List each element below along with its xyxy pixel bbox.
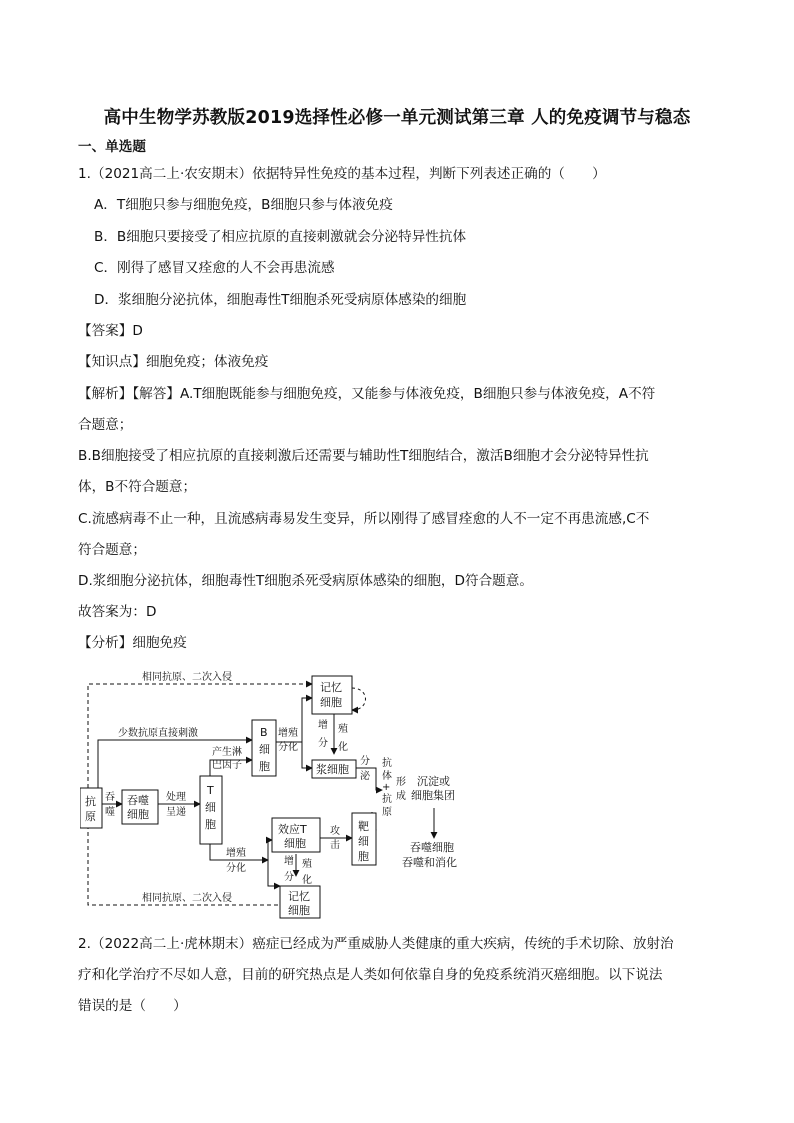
prolif-mem1-label-3: 分 <box>318 738 328 749</box>
question-1-answer: 【答案】D <box>78 323 143 339</box>
prolif-t-label-1: 增殖 <box>226 848 246 859</box>
prolif-mem2-label-1: 增 <box>284 856 294 867</box>
engulf-label-2: 噬 <box>105 807 115 818</box>
analysis-line-1: 【解析】【解答】A.T细胞既能参与细胞免疫，又能参与体液免疫，B细胞只参与体液免疫，A不符 <box>78 386 656 402</box>
analysis-line-7: D.浆细胞分泌抗体，细胞毒性T细胞杀死受病原体感染的细胞，D符合题意。 <box>78 573 533 589</box>
prolif-b-label-2: 分化 <box>278 742 298 753</box>
question-2-stem-line-1: 2.（2022高二上·虎林期末）癌症已经成为严重威胁人类健康的重大疾病，传统的手术切除、放射治 <box>78 936 674 952</box>
section-heading: 一、单选题 <box>78 139 146 155</box>
attack-label-1: 攻 <box>330 826 340 837</box>
phagocyte-label-2: 细胞 <box>127 808 149 821</box>
phago-digest-label-1: 吞噬细胞 <box>410 841 454 854</box>
question-1-stem: 1.（2021高二上·农安期末）依据特异性免疫的基本过程，判断下列表述正确的（ ） <box>78 166 606 182</box>
tcell-label-2: 细 <box>205 801 216 814</box>
plasma-cell-label: 浆细胞 <box>316 763 349 776</box>
antigen-label-1: 抗 <box>85 795 96 808</box>
question-1-option-d: D．浆细胞分泌抗体，细胞毒性T细胞杀死受病原体感染的细胞 <box>94 292 467 308</box>
question-2-stem-line-2: 疗和化学治疗不尽如人意，目前的研究热点是人类如何依靠自身的免疫系统消灭癌细胞。以下说法 <box>78 967 663 983</box>
prolif-mem1-label-2: 殖 <box>338 724 348 735</box>
target-cell-label-2: 细 <box>358 835 369 848</box>
process-label-2: 呈递 <box>166 807 186 818</box>
effector-t-label-2: 细胞 <box>284 837 306 850</box>
antibody-label-2: 体 <box>382 771 392 782</box>
tcell-label-1: T <box>207 784 214 797</box>
memory-cell-2-label-1: 记忆 <box>288 890 310 903</box>
prolif-mem2-label-3: 分 <box>284 872 294 883</box>
secrete-label-2: 泌 <box>360 771 370 782</box>
target-cell-label-3: 胞 <box>358 850 369 863</box>
attack-label-2: 击 <box>330 840 340 851</box>
question-2-stem-line-3: 错误的是（ ） <box>78 998 187 1014</box>
lymphokine-label-1: 产生淋 <box>212 747 242 758</box>
precipitate-label-1: 沉淀或 <box>417 775 450 788</box>
question-1-option-c: C．刚得了感冒又痊愈的人不会再患流感 <box>94 260 335 276</box>
secrete-label-1: 分 <box>360 756 370 767</box>
analysis-line-6: 符合题意； <box>78 542 146 558</box>
antibody-label-1: 抗 <box>382 758 392 769</box>
prolif-mem1-label-4: 化 <box>338 742 348 753</box>
analysis-line-3: B.B细胞接受了相应抗原的直接刺激后还需要与辅助性T细胞结合，激活B细胞才会分泌特异性抗 <box>78 448 649 464</box>
prolif-mem2-label-4: 化 <box>302 875 312 886</box>
question-1-option-a: A．T细胞只参与细胞免疫，B细胞只参与体液免疫 <box>94 197 393 213</box>
document-title: 高中生物学苏教版2019选择性必修一单元测试第三章 人的免疫调节与稳态 <box>103 108 691 128</box>
antigen2-label-1: 抗 <box>382 794 392 805</box>
analysis-line-8: 故答案为：D <box>78 604 157 620</box>
memory-cell-1-label-2: 细胞 <box>320 696 342 709</box>
precipitate-label-2: 细胞集团 <box>411 789 455 802</box>
lymphokine-label-2: 巴因子 <box>212 760 242 771</box>
effector-t-label-1: 效应T <box>278 823 307 836</box>
prolif-t-label-2: 分化 <box>226 863 246 874</box>
form-label-1: 形 <box>396 777 406 788</box>
engulf-label-1: 吞 <box>105 792 115 803</box>
prolif-mem2-label-2: 殖 <box>302 859 312 870</box>
analysis-line-4: 体，B不符合题意； <box>78 479 197 495</box>
antigen-label-2: 原 <box>85 810 96 823</box>
plus-sign: + <box>382 782 391 793</box>
bcell-label-2: 细 <box>259 743 270 756</box>
question-1-option-b: B．B细胞只要接受了相应抗原的直接刺激就会分泌特异性抗体 <box>94 229 467 245</box>
bcell-label-1: B <box>260 726 268 739</box>
analysis-line-5: C.流感病毒不止一种，且流感病毒易发生变异，所以刚得了感冒痊愈的人不一定不再患流感,C不 <box>78 511 650 527</box>
top-arrow-label: 相同抗原、二次入侵 <box>142 672 232 683</box>
analysis-line-2: 合题意； <box>78 417 133 433</box>
immune-process-diagram <box>80 668 500 920</box>
prolif-b-label-1: 增殖 <box>278 728 298 739</box>
direct-stim-label: 少数抗原直接刺激 <box>118 728 198 739</box>
process-label-1: 处理 <box>166 792 186 803</box>
phago-digest-label-2: 吞噬和消化 <box>402 856 457 869</box>
tcell-label-3: 胞 <box>205 818 216 831</box>
question-1-knowledge: 【知识点】细胞免疫；体液免疫 <box>78 354 269 370</box>
antigen2-label-2: 原 <box>382 807 392 818</box>
memory-cell-2-label-2: 细胞 <box>288 904 310 917</box>
memory-cell-1-label-1: 记忆 <box>320 681 342 694</box>
target-cell-label-1: 靶 <box>358 820 369 833</box>
bottom-arrow-label: 相同抗原、二次入侵 <box>142 893 232 904</box>
question-1-fenxi: 【分析】细胞免疫 <box>78 635 187 651</box>
form-label-2: 成 <box>396 791 406 802</box>
prolif-mem1-label-1: 增 <box>318 720 328 731</box>
phagocyte-label-1: 吞噬 <box>127 794 149 807</box>
bcell-label-3: 胞 <box>259 760 270 773</box>
